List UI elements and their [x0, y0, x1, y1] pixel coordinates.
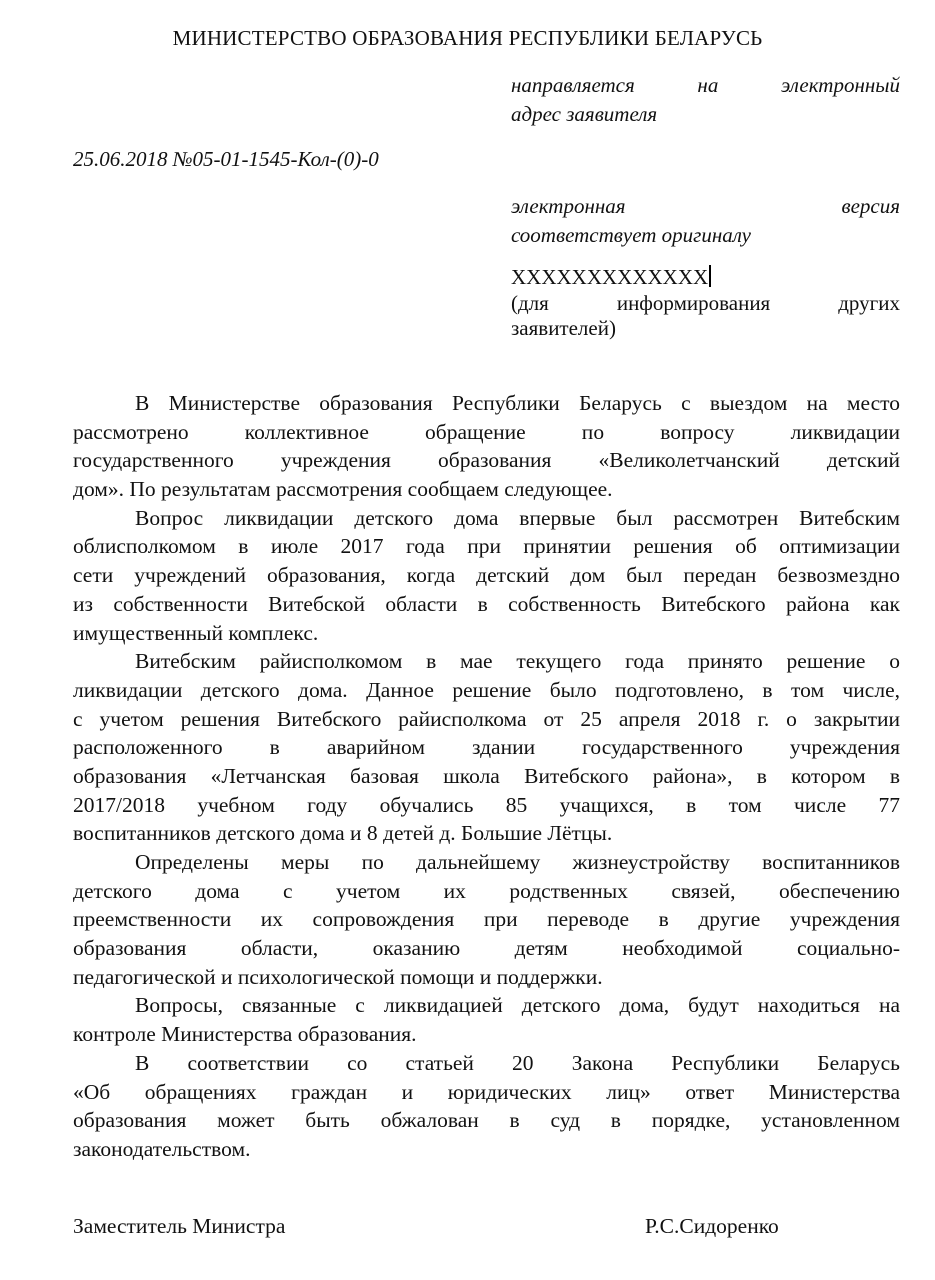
paragraph-line: Витебским райисполкомом в мае текущего года принято решение о — [135, 649, 900, 674]
sent-note-line: адрес заявителя — [511, 102, 658, 126]
paragraph — [73, 647, 900, 848]
paragraph-line: Определены меры по дальнейшему жизнеустройству воспитанников — [135, 850, 900, 874]
paragraph — [73, 991, 900, 1048]
paragraph-line: В соответствии со статьей 20 Закона Республики Беларусь — [135, 1050, 900, 1075]
paragraph-line: 2017/2018 учебном году обучались 85 учащихся, в том числе 77 — [73, 792, 900, 817]
paragraph — [73, 389, 900, 504]
electronic-note-line: соответствует оригиналу — [511, 223, 751, 247]
sent-note-line: направляется на электронный — [511, 73, 900, 97]
paragraph-line: облисполкомом в июле 2017 года при принятии решения об оптимизации — [73, 534, 900, 559]
paragraph-line: расположенного в аварийном здании государственного учреждения — [73, 735, 900, 760]
electronic-note-line: электронная версия — [511, 194, 900, 218]
text-cursor — [709, 265, 711, 287]
addressee-note-line: заявителей) — [511, 316, 616, 340]
paragraph-line: из собственности Витебской области в собственность Витебского района как — [73, 591, 900, 616]
electronic-version-note — [511, 192, 900, 250]
paragraph-line: воспитанников детского дома и 8 детей д. Большие Лётцы. — [73, 821, 613, 846]
addressee-block — [511, 264, 900, 341]
paragraph-line: образования «Летчанская базовая школа Витебского района», в котором в — [73, 763, 900, 788]
paragraph-line: педагогической и психологической помощи и поддержки. — [73, 964, 603, 989]
paragraph-line: государственного учреждения образования «Великолетчанский детский — [73, 448, 900, 473]
paragraph-line: преемственности их сопровождения при переводе в другие учреждения — [73, 907, 900, 932]
paragraph-line: законодательством. — [73, 1136, 251, 1161]
paragraph-line: ликвидации детского дома. Данное решение было подготовлено, в том числе, — [73, 677, 900, 702]
paragraph-line: Вопросы, связанные с ликвидацией детского дома, будут находиться на — [135, 993, 900, 1018]
paragraph-line: имущественный комплекс. — [73, 620, 319, 645]
sent-note — [511, 71, 900, 129]
paragraph-line: детского дома с учетом их родственных связей, обеспечению — [73, 878, 900, 903]
ministry-header: МИНИСТЕРСТВО ОБРАЗОВАНИЯ РЕСПУБЛИКИ БЕЛАРУСЬ — [172, 26, 763, 50]
paragraph — [73, 848, 900, 991]
paragraph — [73, 1049, 900, 1164]
paragraph-line: контроле Министерства образования. — [73, 1022, 417, 1047]
signature-name: Р.С.Сидоренко — [645, 1214, 779, 1238]
paragraph-line: образования может быть обжалован в суд в порядке, установленном — [73, 1108, 900, 1133]
paragraph-line: Вопрос ликвидации детского дома впервые был рассмотрен Витебским — [135, 505, 900, 530]
document-reference: 25.06.2018 №05-01-1545-Кол-(0)-0 — [73, 147, 379, 171]
addressee-note-line: (для информирования других — [511, 291, 900, 315]
paragraph-line: В Министерстве образования Республики Беларусь с выездом на место — [135, 391, 900, 415]
paragraph-line: образования области, оказанию детям необходимой социально- — [73, 936, 900, 961]
paragraph-line: рассмотрено коллективное обращение по вопросу ликвидации — [73, 419, 900, 444]
paragraph-line: дом». По результатам рассмотрения сообщаем следующее. — [73, 477, 613, 502]
paragraph-line: с учетом решения Витебского райисполкома от 25 апреля 2018 г. о закрытии — [73, 706, 900, 731]
paragraph — [73, 504, 900, 647]
letter-body — [73, 389, 900, 1164]
paragraph-line: «Об обращениях граждан и юридических лиц» ответ Министерства — [73, 1079, 900, 1104]
signature-position: Заместитель Министра — [73, 1214, 286, 1238]
addressee: XXXXXXXXXXXXX — [511, 265, 709, 289]
paragraph-line: сети учреждений образования, когда детский дом был передан безвозмездно — [73, 563, 900, 588]
